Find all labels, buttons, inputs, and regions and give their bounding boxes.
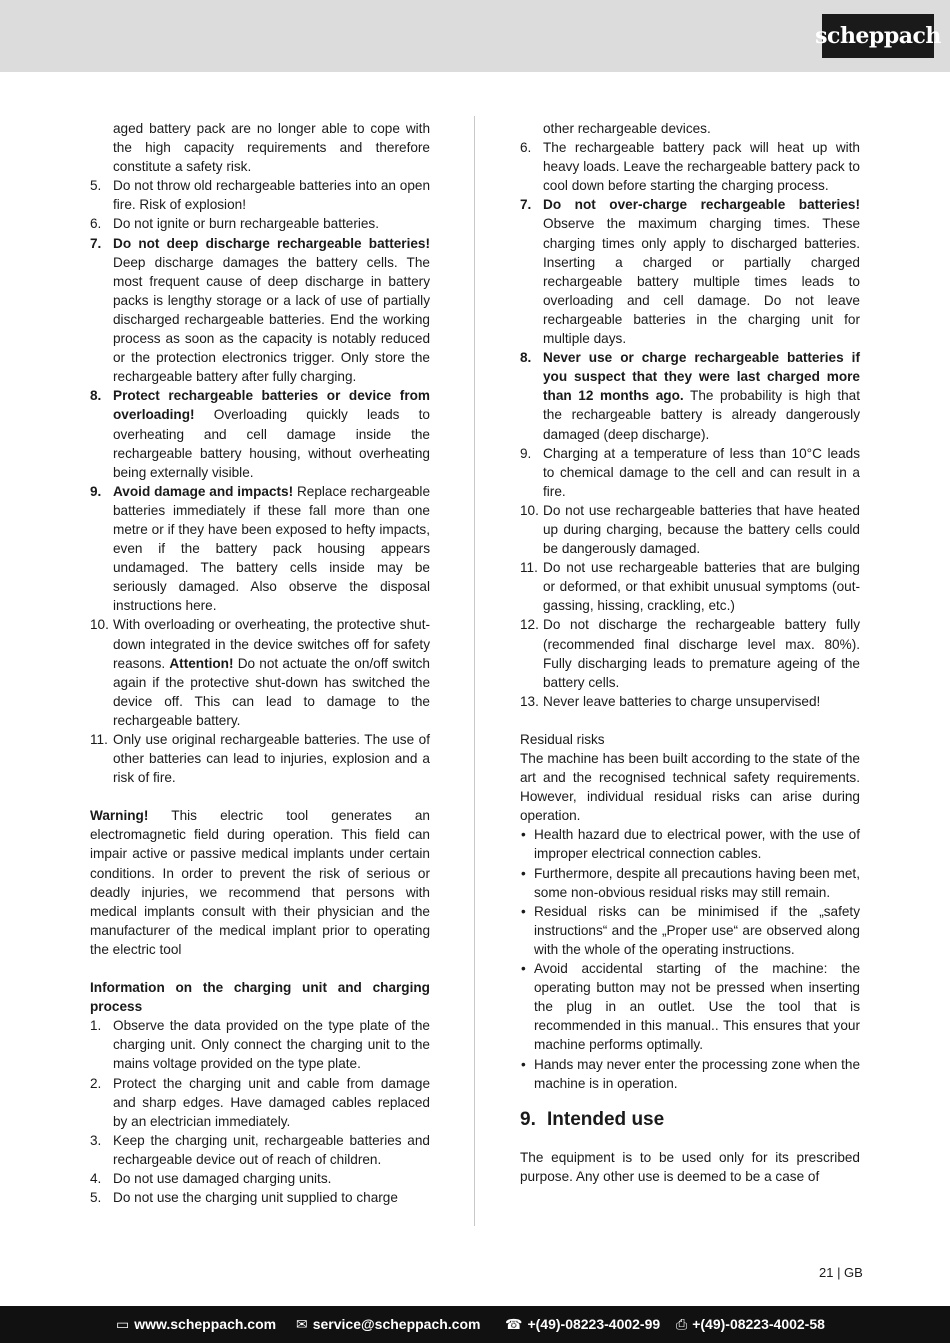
- continued-text: other rechargeable devices.: [543, 121, 711, 136]
- list-item: 9. Charging at a temperature of less than 10°C leads to chemical damage to the cell and can result in a fire.: [520, 445, 860, 499]
- header-band: [0, 0, 950, 72]
- warning-paragraph: Warning! This electric tool generates an electromagnetic field during operation. This field can impair active or passive medical implants under certain conditions. In order to prevent the risk of serious or deadly injuries, we recommend that persons with medical implants consult with their physician and the manufacturer of the medical implant prior to operating the electric tool: [90, 808, 430, 957]
- intended-use-text: The equipment is to be used only for its prescribed purpose. Any other use is deemed to be a case of: [520, 1149, 860, 1184]
- footer-phone[interactable]: ☎ +(49)-08223-4002-99: [505, 1316, 661, 1332]
- column-divider: [474, 116, 475, 1226]
- scheppach-logo: scheppach: [822, 14, 934, 58]
- right-column: [520, 119, 860, 1186]
- list-item: 9. Avoid damage and impacts! Replace rechargeable batteries immediately if these fall more than one metre or if they have been exposed to hefty impacts, even if the battery pack housing appears undamaged. The battery cells inside may be seriously damaged. Also observe the disposal instructions here.: [90, 483, 431, 614]
- bullet-item: • Health hazard due to electrical power, with the use of improper electrical connection cables.: [521, 827, 860, 862]
- list-item: 7. Do not deep discharge rechargeable batteries! Deep discharge damages the battery cells. The most frequent cause of deep discharge in battery packs is lengthy storage or a lack of use of partially discharged rechargeable batteries. End the working process as soon as the capacity is notably reduced or the protection electronics trigger. Only store the rechargeable battery after fully charging.: [90, 235, 430, 385]
- list-item: 4. Do not use damaged charging units.: [90, 1170, 332, 1186]
- list-item: 6. The rechargeable battery pack will heat up with heavy loads. Leave the rechargeable battery pack to cool down before starting the charging process.: [520, 140, 860, 194]
- bullet-item: • Hands may never enter the processing zone when the machine is in operation.: [521, 1056, 860, 1091]
- list-item: 10. Do not use rechargeable batteries that have heated up during charging, because the battery cells could be dangerously damaged.: [520, 502, 860, 557]
- bullet-item: • Furthermore, despite all precautions having been met, some non-obvious residual risks may still remain.: [521, 865, 860, 900]
- list-item: 11. Do not use rechargeable batteries that are bulging or deformed, or that exhibit unusual symptoms (out-gassing, hissing, crackling, etc.): [520, 560, 860, 614]
- footer-web[interactable]: ▭ www.scheppach.com: [116, 1316, 277, 1332]
- list-item: 10. With overloading or overheating, the protective shut-down integrated in the device switches off for safety reasons. Attention! Do not actuate the on/off switch again if the protective shut-down has switched the device off. This can lead to damage to the rechargeable battery.: [90, 617, 430, 728]
- phone-icon: ☎: [505, 1316, 523, 1332]
- fax-icon: ⎙: [676, 1316, 688, 1332]
- list-item: 12. Do not discharge the rechargeable battery fully (recommended final discharge level max. 80%). Fully discharging leads to premature ageing of the battery cells.: [520, 617, 860, 690]
- charging-section-heading: Information on the charging unit and charging process: [90, 980, 430, 1015]
- footer-email[interactable]: ✉ service@scheppach.com: [296, 1316, 481, 1332]
- list-item: 2. Protect the charging unit and cable from damage and sharp edges. Have damaged cables replaced by an electrician immediately.: [90, 1075, 430, 1129]
- residual-risks-text: The machine has been built according to the state of the art and the recognised technical safety requirements. However, individual residual risks can arise during operation.: [520, 751, 860, 824]
- page-number: 21 | GB: [819, 1265, 863, 1280]
- footer-fax[interactable]: ⎙ +(49)-08223-4002-58: [676, 1316, 825, 1332]
- mail-icon: ✉: [296, 1316, 308, 1332]
- list-item: 11. Only use original rechargeable batteries. The use of other batteries can lead to injuries, explosion and a risk of fire.: [90, 732, 430, 786]
- list-item: 5. Do not use the charging unit supplied to charge: [90, 1190, 398, 1206]
- list-item: 6. Do not ignite or burn rechargeable batteries.: [90, 216, 379, 232]
- bullet-item: • Residual risks can be minimised if the „safety instructions“ and the „Proper use“ are observed along with the whole of the operating instructions.: [521, 903, 860, 957]
- bullet-item: • Avoid accidental starting of the machine: the operating button may not be pressed when inserting the plug in an outlet. Use the tool that is recommended in this manual.. This ensures that your machine performs optimally.: [521, 961, 860, 1053]
- list-item: 8. Protect rechargeable batteries or device from overloading! Overloading quickly leads to overheating and cell damage inside the rechargeable battery housing, without overheating being externally visible.: [90, 388, 430, 480]
- computer-icon: ▭: [116, 1316, 130, 1332]
- list-item: 3. Keep the charging unit, rechargeable batteries and rechargeable device out of reach of children.: [90, 1132, 430, 1167]
- continued-text: aged battery pack are no longer able to cope with the high capacity requirements and therefore constitute a safety risk.: [113, 121, 430, 175]
- section-heading-intended-use: 9. Intended use: [520, 1108, 665, 1130]
- list-item: 13. Never leave batteries to charge unsupervised!: [520, 693, 821, 709]
- list-item: 1. Observe the data provided on the type plate of the charging unit. Only connect the charging unit to the mains voltage provided on the type plate.: [90, 1018, 430, 1072]
- list-item: 7. Do not over-charge rechargeable batteries! Observe the maximum charging times. These charging times only apply to discharged batteries. Inserting a charged or partially charged rechargeable battery multiple times leads to overloading and cell damage. Do not leave rechargeable batteries in the charging unit for multiple days.: [520, 197, 860, 347]
- footer-bar: [0, 1306, 950, 1343]
- left-column: [90, 119, 430, 1207]
- list-item: 5. Do not throw old rechargeable batteries into an open fire. Risk of explosion!: [90, 178, 430, 213]
- residual-risks-heading: Residual risks: [520, 731, 605, 747]
- list-item: 8. Never use or charge rechargeable batteries if you suspect that they were last charged more than 12 months ago. The probability is high that the rechargeable battery is already dangerously damaged (deep discharge).: [520, 350, 860, 442]
